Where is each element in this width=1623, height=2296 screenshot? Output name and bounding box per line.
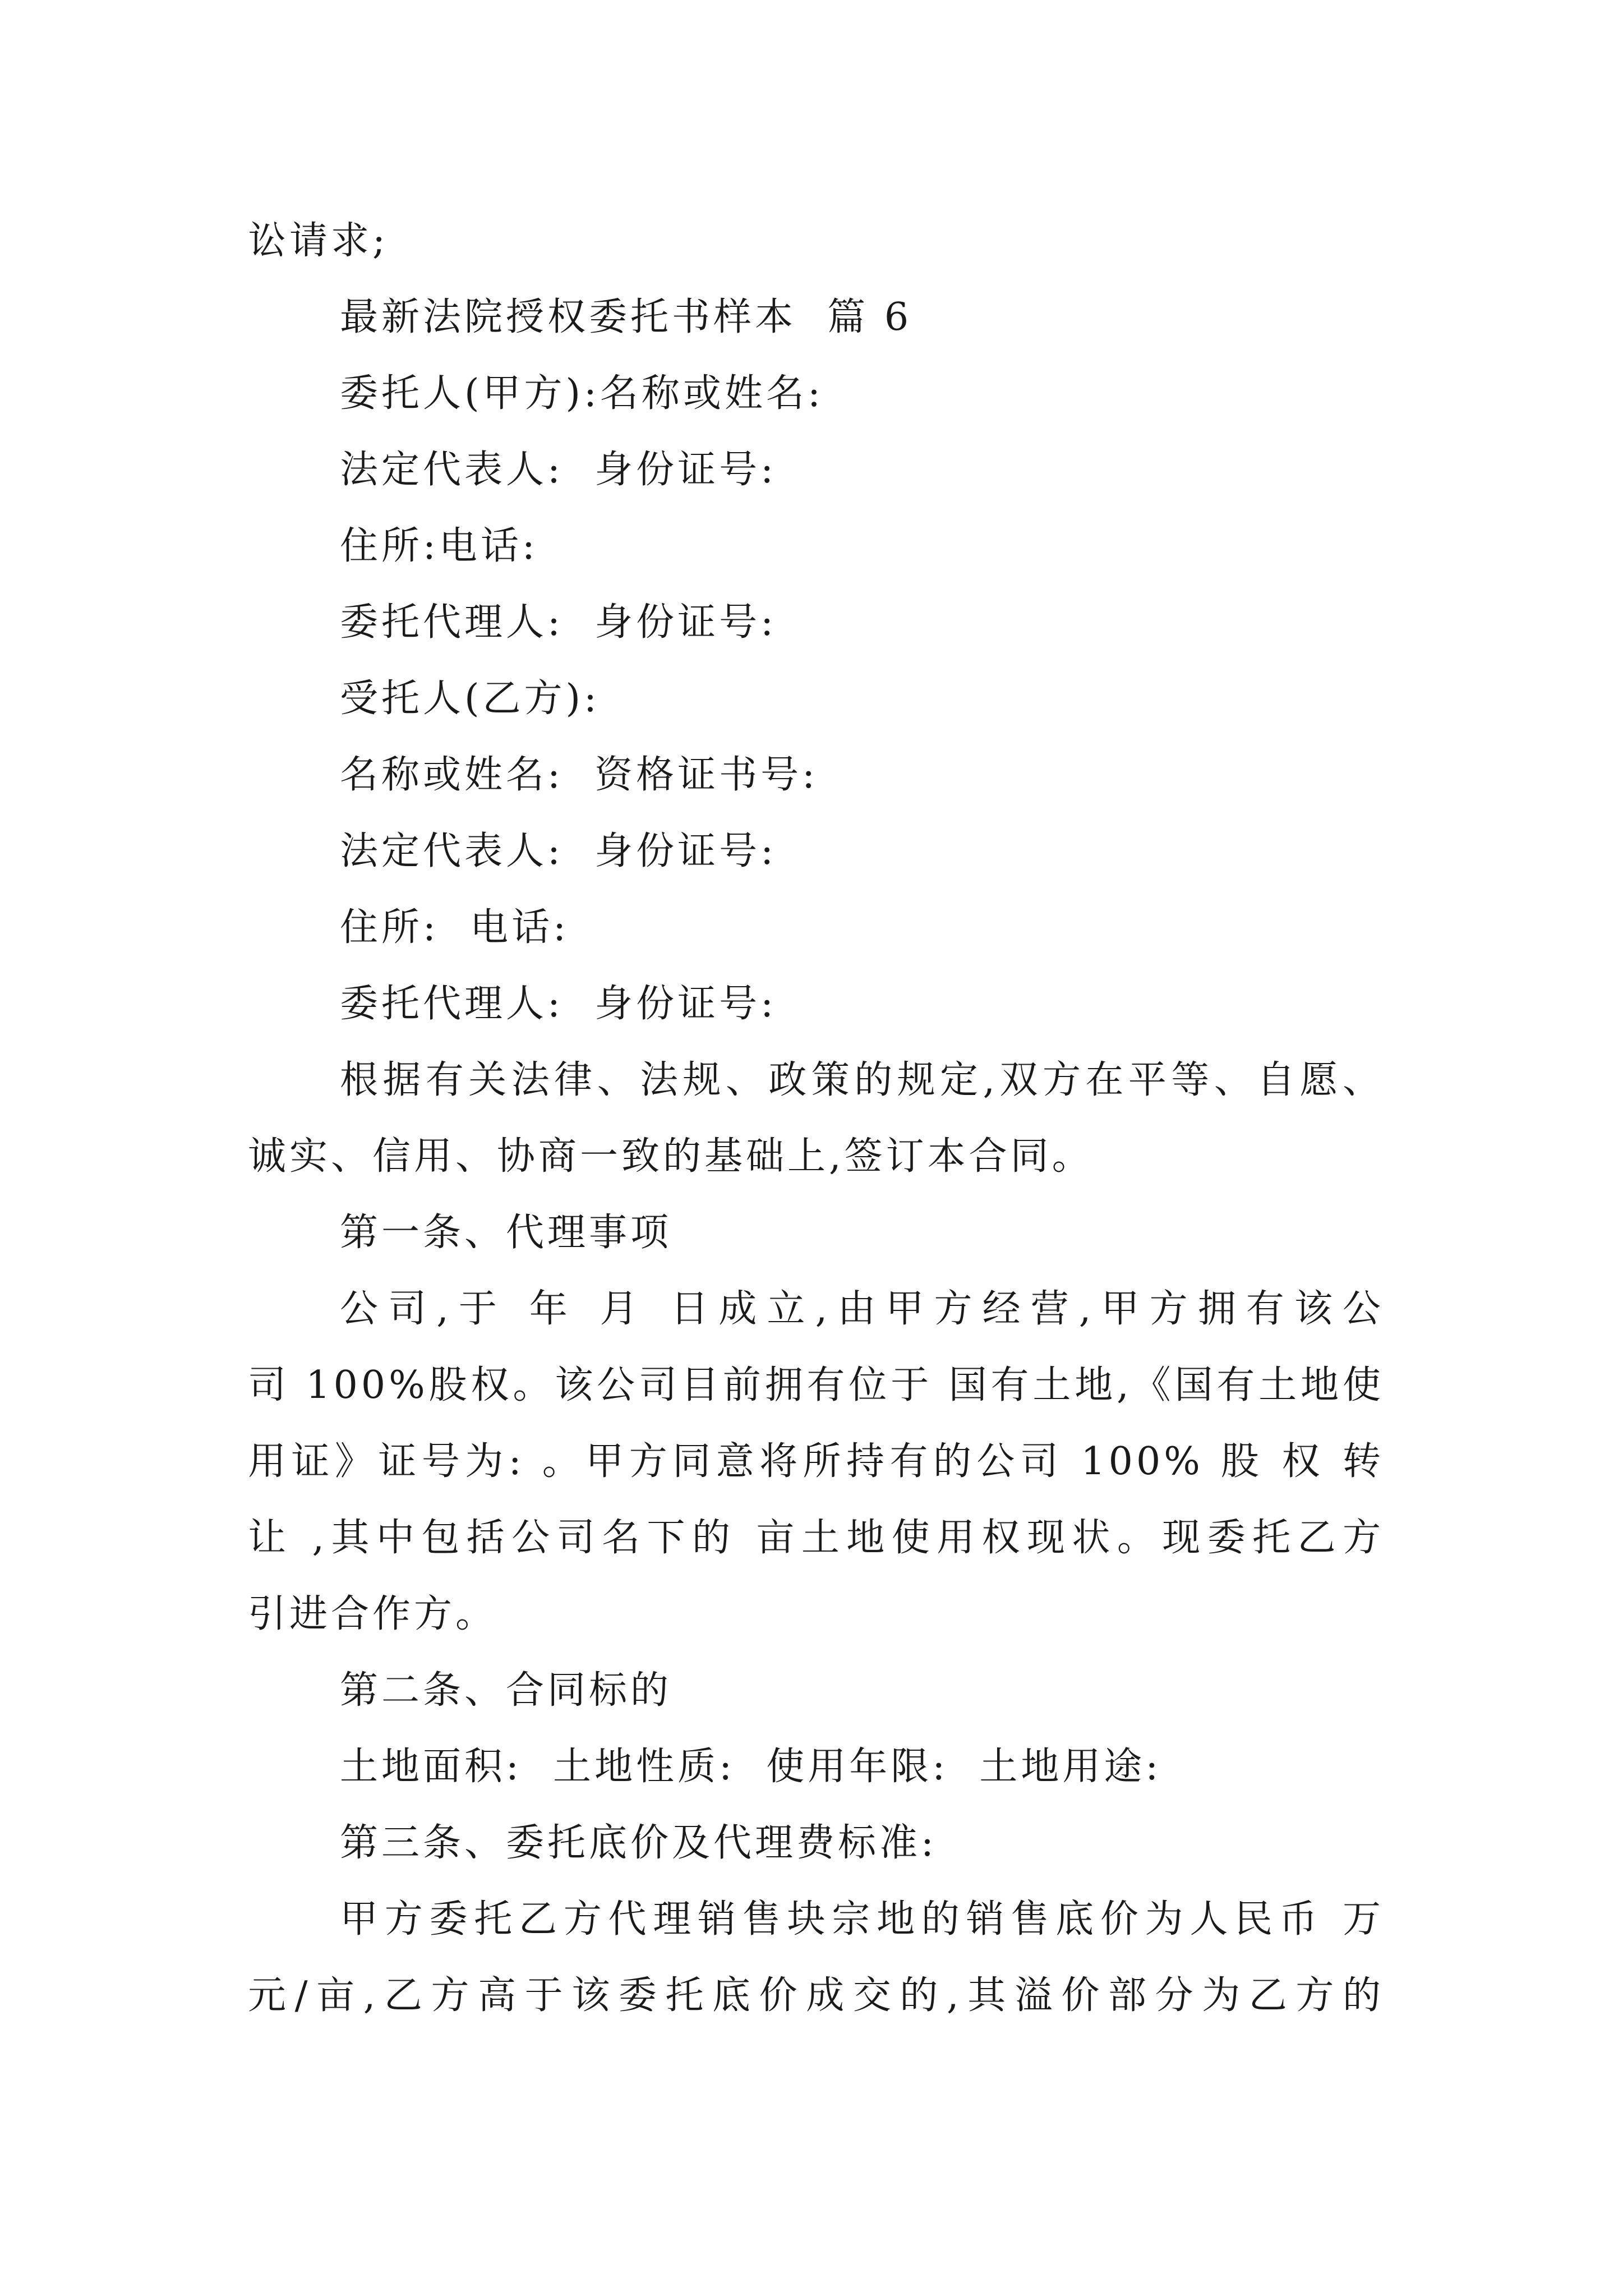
text-line: 土地面积: 土地性质: 使用年限: 土地用途: (340, 1745, 1162, 1789)
text-line: 名称或姓名: 资格证书号: (340, 753, 819, 797)
text-line: 住所:电话: (340, 524, 538, 568)
text-line: 引进合作方。 (248, 1592, 497, 1636)
text-line: 委托代理人: 身份证号: (340, 982, 777, 1026)
text-line: 诚实、信用、协商一致的基础上,签订本合同。 (248, 1134, 1094, 1179)
text-line: 用证》证号为: 。甲方同意将所持有的公司 100% 股 权 转 (248, 1439, 1384, 1484)
text-line: 受托人(乙方): (340, 677, 600, 721)
document-body (248, 203, 1384, 2034)
text-line: 住所: 电话: (340, 905, 570, 950)
text-line: 第三条、委托底价及代理费标准: (340, 1821, 937, 1865)
text-line: 委托代理人: 身份证号: (340, 600, 777, 645)
text-line: 让 ,其中包括公司名下的 亩土地使用权现状。现委托乙方 (248, 1516, 1384, 1560)
text-line: 第一条、代理事项 (340, 1211, 672, 1255)
text-line: 第二条、合同标的 (340, 1668, 672, 1713)
text-line: 甲方委托乙方代理销售块宗地的销售底价为人民币 万 (340, 1897, 1384, 1941)
text-line: 最新法院授权委托书样本 篇 6 (340, 295, 912, 339)
text-line: 根据有关法律、法规、政策的规定,双方在平等、自愿、 (340, 1058, 1384, 1102)
text-line: 法定代表人: 身份证号: (340, 448, 777, 492)
text-line: 法定代表人: 身份证号: (340, 829, 777, 873)
text-line: 公司,于 年 月 日成立,由甲方经营,甲方拥有该公 (340, 1287, 1384, 1331)
text-line: 元/亩,乙方高于该委托底价成交的,其溢价部分为乙方的 (248, 1973, 1384, 2018)
text-line: 委托人(甲方):名称或姓名: (340, 371, 824, 416)
text-line: 讼请求; (248, 219, 389, 263)
text-line: 司 100%股权。该公司目前拥有位于 国有土地,《国有土地使 (248, 1363, 1384, 1407)
